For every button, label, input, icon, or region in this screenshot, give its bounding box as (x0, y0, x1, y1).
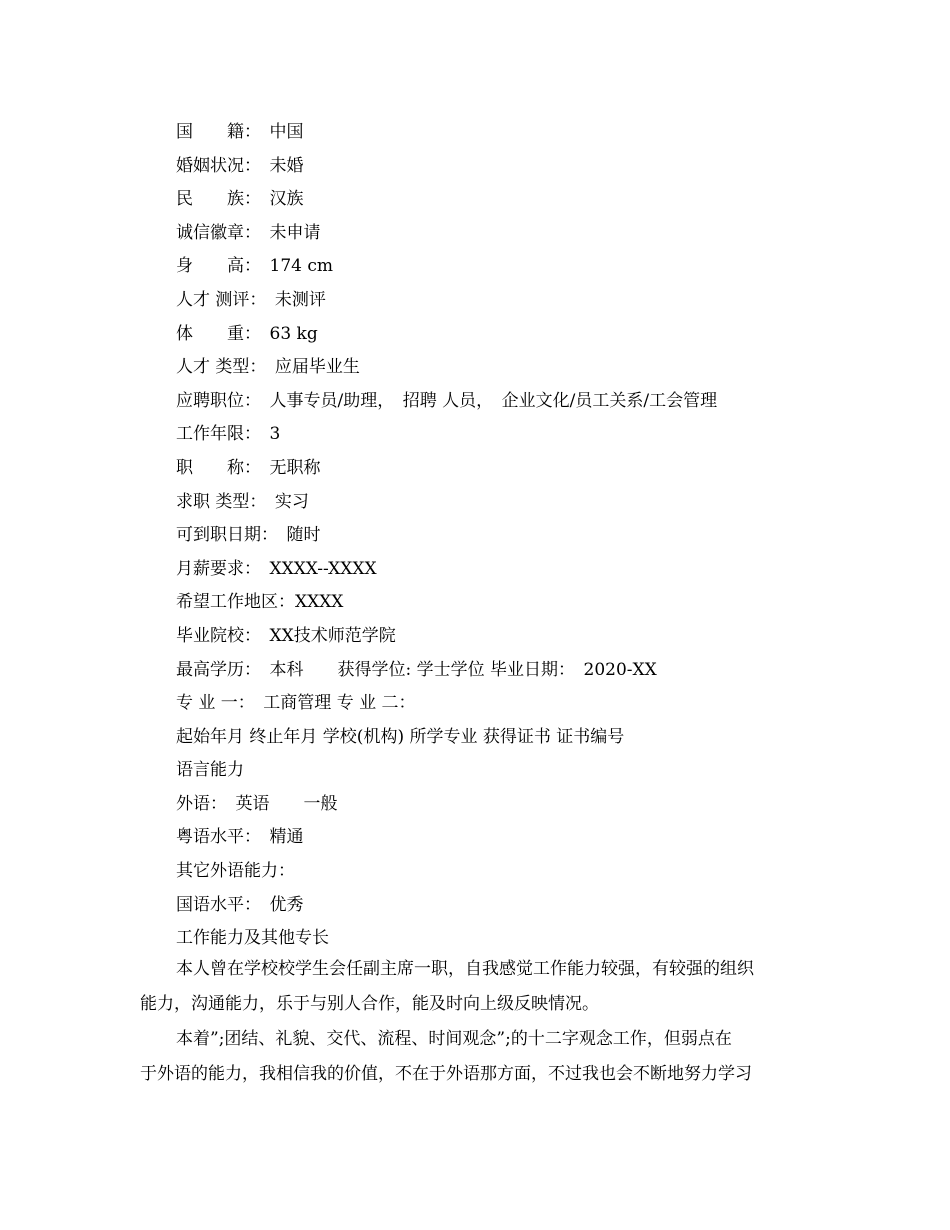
talent-assessment-row: 人才 测评： 未测评 (176, 289, 326, 310)
paragraph-2-line-2: 于外语的能力，我相信我的价值，不在于外语那方面，不过我也会不断地努力学习 (140, 1064, 752, 1084)
self-description-paragraph-2 (140, 1022, 820, 1092)
foreign-language-row: 外语： 英语 一般 (176, 793, 338, 814)
integrity-badge-row: 诚信徽章： 未申请 (176, 222, 321, 243)
work-years-row: 工作年限： 3 (176, 424, 281, 445)
desired-location-row: 希望工作地区：XXXX (176, 592, 344, 613)
marital-status-row: 婚姻状况： 未婚 (176, 155, 304, 176)
major-row: 专 业 一： 工商管理 专 业 二： (176, 693, 416, 714)
resume-info-list (176, 116, 876, 956)
cantonese-row: 粤语水平： 精通 (176, 827, 304, 848)
ethnicity-row: 民 族： 汉族 (176, 189, 304, 210)
self-description-paragraph-1 (140, 952, 820, 1022)
applied-position-row: 应聘职位： 人事专员/助理， 招聘 人员， 企业文化/员工关系/工会管理 (176, 390, 718, 411)
education-row: 最高学历： 本科 获得学位: 学士学位 毕业日期： 2020-XX (176, 659, 657, 680)
graduate-school-row: 毕业院校： XX技术师范学院 (176, 625, 396, 646)
nationality-row: 国 籍： 中国 (176, 122, 304, 142)
mandarin-row: 国语水平： 优秀 (176, 894, 304, 915)
other-language-row: 其它外语能力： (176, 861, 295, 882)
language-ability-heading: 语言能力 (176, 760, 244, 781)
weight-row: 体 重： 63 kg (176, 323, 318, 344)
paragraph-2-line-1: 本着”;团结、礼貌、交代、流程、时间观念”;的十二字观念工作，但弱点在 (176, 1029, 732, 1049)
salary-row: 月薪要求： XXXX--XXXX (176, 558, 377, 579)
paragraph-1-line-2: 能力，沟通能力，乐于与别人合作，能及时向上级反映情况。 (140, 994, 599, 1014)
job-type-row: 求职 类型： 实习 (176, 491, 309, 512)
paragraph-1-line-1: 本人曾在学校校学生会任副主席一职，自我感觉工作能力较强，有较强的组织 (176, 959, 754, 979)
job-title-row: 职 称： 无职称 (176, 457, 321, 478)
available-date-row: 可到职日期： 随时 (176, 525, 321, 546)
talent-type-row: 人才 类型： 应届毕业生 (176, 357, 360, 378)
education-table-header: 起始年月 终止年月 学校(机构) 所学专业 获得证书 证书编号 (176, 726, 625, 747)
height-row: 身 高： 174 cm (176, 256, 333, 277)
skills-heading: 工作能力及其他专长 (176, 928, 329, 949)
